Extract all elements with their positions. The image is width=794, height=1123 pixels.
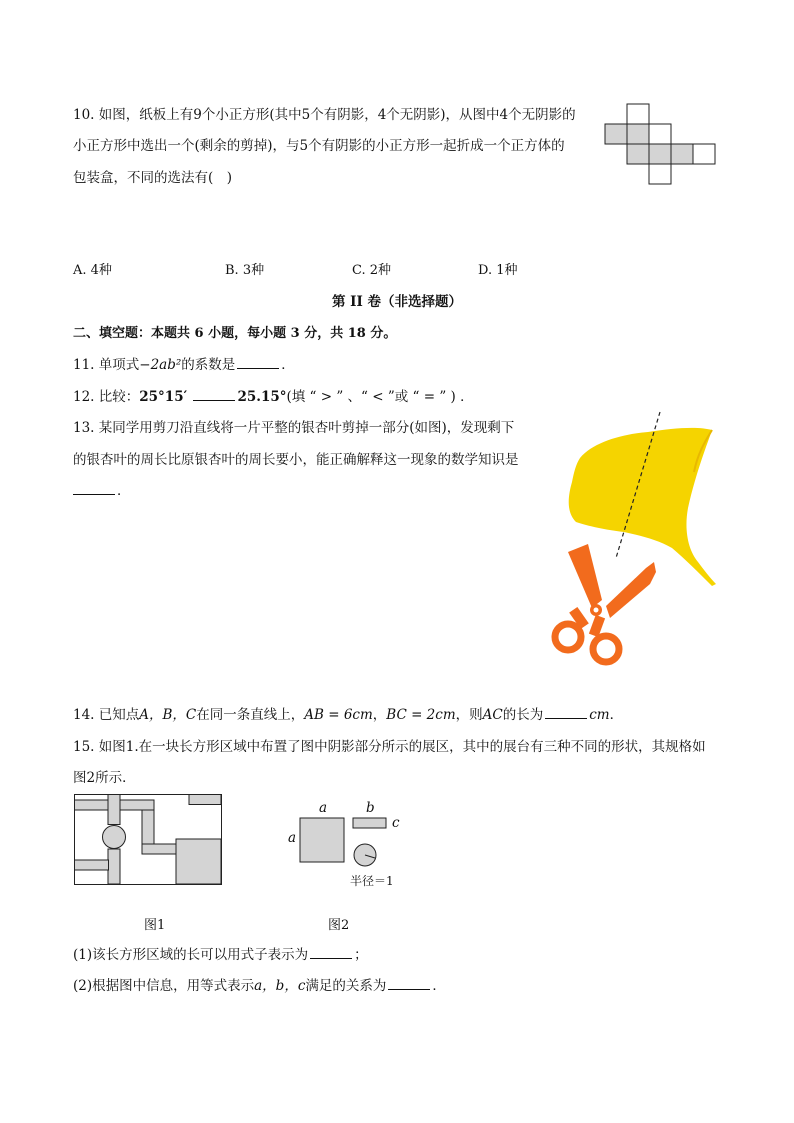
q11-end: ．: [281, 357, 295, 373]
q11: [73, 353, 295, 373]
ginkgo-leaf-figure: [548, 412, 723, 667]
section-title: 第 II 卷（非选择题）: [331, 294, 463, 310]
q10-option-d: D. 1种: [478, 263, 518, 278]
fig2-radius-label: 半径＝1: [350, 874, 394, 888]
q14-points: A，B，C: [139, 707, 197, 723]
q11-prefix: 11. 单项式: [73, 357, 140, 373]
q14: [73, 703, 623, 723]
q15-line2: 图2所示．: [73, 770, 136, 786]
q15-sub2-end: ．: [432, 978, 446, 994]
figure-1-caption: 图1: [144, 918, 166, 933]
q15-sub2-vars: a，b，c: [254, 978, 306, 994]
q15-sub1: [73, 943, 368, 963]
fig2-label-a-top: a: [319, 800, 328, 816]
q10-line3: 包装盒，不同的选法有( ): [73, 170, 233, 186]
q10-option-c: C. 2种: [352, 263, 392, 278]
q14-len: 的长为: [502, 707, 544, 723]
scissors-icon: [555, 544, 656, 662]
q13-end: ．: [117, 483, 131, 499]
q13-line1: 13. 某同学用剪刀沿直线将一片平整的银杏叶剪掉一部分(如图)，发现剩下: [73, 420, 515, 436]
q11-expression: −2ab²: [139, 357, 182, 373]
q10-line2: 小正方形中选出一个(剩余的剪掉)，与5个有阴影的小正方形一起折成一个正方体的: [73, 138, 565, 154]
q10-line1: 10. 如图，纸板上有9个小正方形(其中5个有阴影，4个无阴影)，从图中4个无阴影的: [73, 107, 576, 123]
fig2-label-a-left: a: [288, 830, 297, 846]
q15-sub2-suffix: 满足的关系为: [305, 978, 387, 994]
q11-answer-blank[interactable]: [237, 356, 279, 369]
q15-sub2-prefix: (2)根据图中信息，用等式表示: [73, 978, 255, 994]
q15-sub1-end: ；: [354, 947, 368, 963]
q15-sub1-text: (1)该长方形区域的长可以用式子表示为: [73, 947, 309, 963]
fig2-label-c: c: [392, 815, 400, 831]
figure-1-layout: [74, 794, 224, 886]
q14-mid: 在同一条直线上，: [196, 707, 305, 723]
q13-answer-blank[interactable]: [73, 482, 115, 495]
q14-unit: cm: [589, 707, 610, 723]
q10-option-b: B. 3种: [225, 263, 265, 278]
q14-ab: AB = 6cm: [304, 707, 373, 723]
q14-ac: AC: [482, 707, 503, 723]
q15-line1: 15. 如图1.在一块长方形区域中布置了图中阴影部分所示的展区，其中的展台有三种不同的形状，其规格如: [73, 739, 706, 755]
q12-answer-blank[interactable]: [193, 388, 235, 401]
q13-line2: 的银杏叶的周长比原银杏叶的周长要小，能正确解释这一现象的数学知识是: [73, 452, 519, 468]
q14-bc: BC = 2cm: [386, 707, 456, 723]
q12-suffix: (填 “ > ” 、“ < ”或 “ = ” ) ．: [286, 389, 474, 405]
q10-option-a: A. 4种: [73, 263, 112, 278]
q13-line3: [73, 479, 131, 499]
fig2-label-b: b: [366, 800, 375, 816]
fill-in-header: 二、填空题：本题共 6 小题，每小题 3 分，共 18 分。: [73, 326, 397, 341]
q14-answer-blank[interactable]: [545, 706, 587, 719]
q11-suffix: 的系数是: [181, 357, 236, 373]
q14-end: ．: [609, 707, 624, 723]
q14-prefix: 14. 已知点: [73, 707, 140, 723]
q14-ask: ，则: [455, 707, 483, 723]
q12-prefix: 12. 比较：: [73, 389, 140, 405]
q12-value-b: 25.15°: [237, 389, 287, 405]
q14-sep: ，: [372, 707, 387, 723]
q12: [73, 385, 474, 405]
q15-sub2: [73, 974, 446, 994]
q15-sub1-blank[interactable]: [310, 946, 352, 959]
q12-value-a: 25°15′: [139, 389, 188, 405]
figure-2-caption: 图2: [328, 918, 350, 933]
q15-sub2-blank[interactable]: [388, 977, 430, 990]
cube-net-figure: [605, 104, 721, 184]
